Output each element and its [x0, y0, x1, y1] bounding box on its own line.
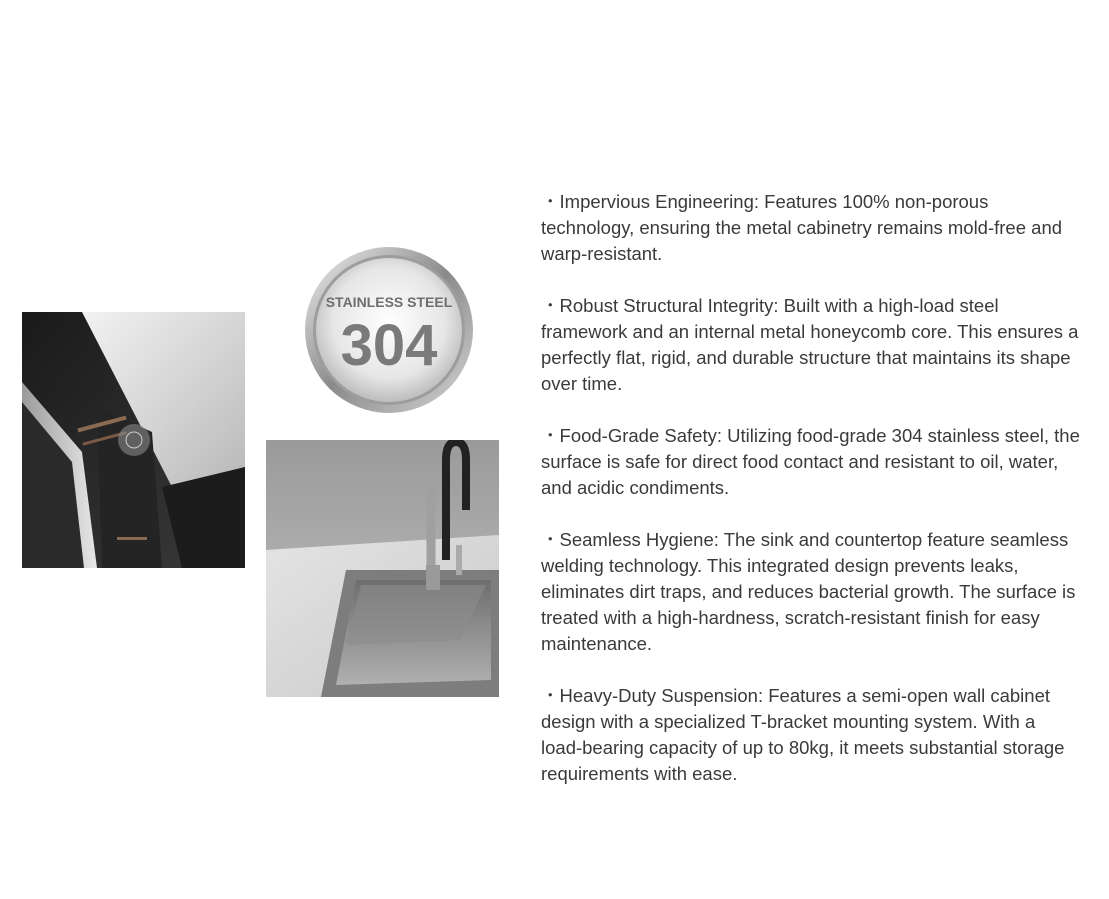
- feature-item: ・Food-Grade Safety: Utilizing food-grade 304 stainless steel, the surface is safe for direct food contact and resistant to oil, water, and acidic condiments.: [541, 425, 1080, 498]
- badge-number: 304: [340, 313, 438, 378]
- feature-item: ・Seamless Hygiene: The sink and countertop feature seamless welding technology. This integrated design prevents leaks, eliminates dirt traps, and reduces bacterial growth. The surface is treated with a high-hardness, scratch-resistant finish for easy maintenance.: [541, 529, 1076, 654]
- feature-item: ・Impervious Engineering: Features 100% non-porous technology, ensuring the metal cabinetry remains mold-free and warp-resistant.: [541, 191, 1063, 264]
- feature-item: ・Heavy-Duty Suspension: Features a semi-open wall cabinet design with a specialized T-bracket mounting system. With a load-bearing capacity of up to 80kg, it meets substantial storage requirements with ease.: [541, 685, 1065, 784]
- stainless-steel-304-badge: [303, 245, 476, 415]
- feature-list: [541, 189, 1081, 813]
- badge-top-text: STAINLESS STEEL: [325, 294, 453, 310]
- feature-item: ・Robust Structural Integrity: Built with a high-load steel framework and an internal metal honeycomb core. This ensures a perfectly flat, rigid, and durable structure that maintains its shape over time.: [541, 295, 1079, 394]
- sink-faucet-photo: [266, 440, 499, 697]
- cabinet-drawer-photo: [22, 312, 245, 568]
